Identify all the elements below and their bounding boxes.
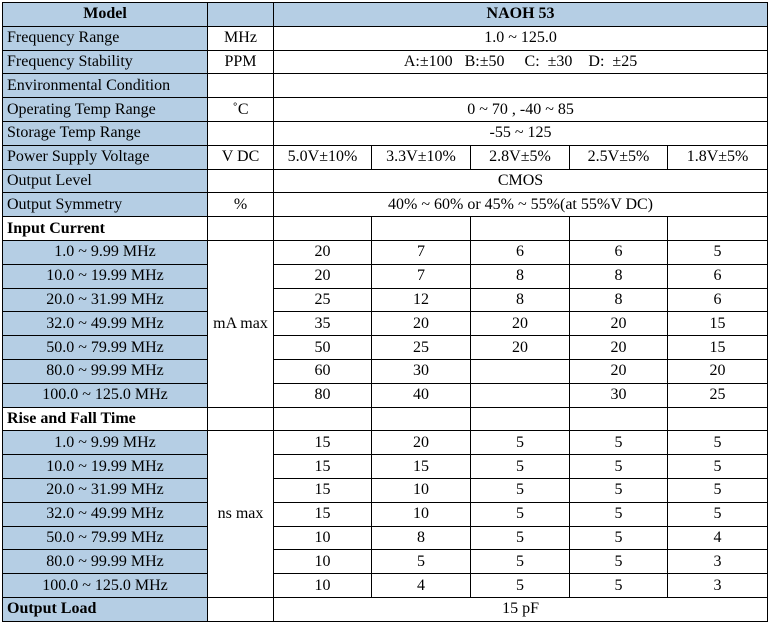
output-symmetry-unit: % — [208, 193, 274, 217]
value-cell: 8 — [570, 288, 668, 312]
value-cell: 5 — [471, 431, 570, 455]
storage-temp-unit-cell — [208, 121, 274, 145]
output-level-value: CMOS — [274, 169, 768, 193]
empty-cell — [274, 217, 372, 241]
frequency-band-label: 1.0 ~ 9.99 MHz — [3, 240, 208, 264]
output-load-row — [3, 597, 768, 621]
output-load-value: 15 pF — [274, 597, 768, 621]
output-symmetry-row — [3, 193, 768, 217]
value-cell: 15 — [274, 431, 372, 455]
table-row — [3, 383, 768, 407]
value-cell: 20 — [570, 312, 668, 336]
frequency-band-label: 50.0 ~ 79.99 MHz — [3, 526, 208, 550]
voltage-cell: 2.5V±5% — [570, 145, 668, 169]
frequency-band-label: 10.0 ~ 19.99 MHz — [3, 455, 208, 479]
value-cell: 5 — [570, 550, 668, 574]
value-cell: 3 — [668, 550, 768, 574]
value-cell: 15 — [372, 455, 471, 479]
value-cell: 20 — [570, 359, 668, 383]
value-cell: 20 — [471, 336, 570, 360]
operating-temp-value: 0 ~ 70 , -40 ~ 85 — [274, 98, 768, 122]
value-cell: 60 — [274, 359, 372, 383]
rise-fall-section-title: Rise and Fall Time — [3, 407, 208, 431]
storage-temp-row — [3, 121, 768, 145]
storage-temp-value: -55 ~ 125 — [274, 121, 768, 145]
voltage-cell: 1.8V±5% — [668, 145, 768, 169]
rise-fall-section-row — [3, 407, 768, 431]
value-cell: 80 — [274, 383, 372, 407]
value-cell: 10 — [372, 478, 471, 502]
power-supply-unit: V DC — [208, 145, 274, 169]
value-cell: 15 — [668, 312, 768, 336]
frequency-band-label: 1.0 ~ 9.99 MHz — [3, 431, 208, 455]
frequency-stability-value: A:±100 B:±50 C: ±30 D: ±25 — [274, 50, 768, 74]
output-symmetry-label: Output Symmetry — [3, 193, 208, 217]
frequency-band-label: 50.0 ~ 79.99 MHz — [3, 336, 208, 360]
value-cell: 10 — [274, 550, 372, 574]
value-cell: 5 — [372, 550, 471, 574]
power-supply-row — [3, 145, 768, 169]
output-load-unit-cell — [208, 597, 274, 621]
value-cell: 50 — [274, 336, 372, 360]
value-cell: 8 — [471, 288, 570, 312]
output-symmetry-value: 40% ~ 60% or 45% ~ 55%(at 55%V DC) — [274, 193, 768, 217]
value-cell: 25 — [668, 383, 768, 407]
output-level-unit-cell — [208, 169, 274, 193]
frequency-band-label: 32.0 ~ 49.99 MHz — [3, 502, 208, 526]
value-cell: 5 — [668, 240, 768, 264]
output-level-label: Output Level — [3, 169, 208, 193]
value-cell — [471, 359, 570, 383]
value-cell: 15 — [274, 502, 372, 526]
table-row — [3, 574, 768, 598]
model-label: Model — [3, 3, 208, 27]
frequency-band-label: 100.0 ~ 125.0 MHz — [3, 383, 208, 407]
frequency-range-unit: MHz — [208, 26, 274, 50]
table-row — [3, 455, 768, 479]
value-cell: 6 — [570, 240, 668, 264]
value-cell: 5 — [471, 455, 570, 479]
empty-cell — [274, 407, 372, 431]
value-cell: 35 — [274, 312, 372, 336]
empty-cell — [372, 407, 471, 431]
value-cell: 4 — [668, 526, 768, 550]
empty-cell — [668, 407, 768, 431]
frequency-band-label: 80.0 ~ 99.99 MHz — [3, 359, 208, 383]
frequency-stability-label: Frequency Stability — [3, 50, 208, 74]
value-cell: 4 — [372, 574, 471, 598]
frequency-range-label: Frequency Range — [3, 26, 208, 50]
value-cell: 5 — [570, 502, 668, 526]
value-cell: 7 — [372, 264, 471, 288]
value-cell: 7 — [372, 240, 471, 264]
frequency-stability-row — [3, 50, 768, 74]
value-cell: 25 — [372, 336, 471, 360]
frequency-range-row — [3, 26, 768, 50]
value-cell: 20 — [570, 336, 668, 360]
value-cell: 6 — [668, 264, 768, 288]
value-cell: 10 — [372, 502, 471, 526]
value-cell: 5 — [570, 574, 668, 598]
value-cell: 25 — [274, 288, 372, 312]
model-unit-cell — [208, 3, 274, 27]
frequency-band-label: 20.0 ~ 31.99 MHz — [3, 478, 208, 502]
value-cell: 12 — [372, 288, 471, 312]
frequency-range-value: 1.0 ~ 125.0 — [274, 26, 768, 50]
value-cell: 20 — [274, 264, 372, 288]
environmental-label: Environmental Condition — [3, 74, 208, 98]
rise-fall-unit: ns max — [208, 431, 274, 598]
operating-temp-label: Operating Temp Range — [3, 98, 208, 122]
value-cell: 5 — [570, 431, 668, 455]
table-row — [3, 336, 768, 360]
value-cell: 20 — [274, 240, 372, 264]
voltage-cell: 2.8V±5% — [471, 145, 570, 169]
value-cell: 5 — [471, 502, 570, 526]
table-row — [3, 359, 768, 383]
value-cell: 5 — [471, 526, 570, 550]
value-cell: 8 — [471, 264, 570, 288]
value-cell — [471, 383, 570, 407]
value-cell: 5 — [668, 478, 768, 502]
table-row — [3, 431, 768, 455]
model-row — [3, 3, 768, 27]
frequency-band-label: 20.0 ~ 31.99 MHz — [3, 288, 208, 312]
value-cell: 5 — [471, 574, 570, 598]
input-current-section-row — [3, 217, 768, 241]
value-cell: 40 — [372, 383, 471, 407]
value-cell: 3 — [668, 574, 768, 598]
environmental-row — [3, 74, 768, 98]
table-row — [3, 550, 768, 574]
model-value: NAOH 53 — [274, 3, 768, 27]
value-cell: 30 — [372, 359, 471, 383]
input-current-unit: mA max — [208, 240, 274, 407]
empty-cell — [372, 217, 471, 241]
frequency-stability-unit: PPM — [208, 50, 274, 74]
voltage-cell: 5.0V±10% — [274, 145, 372, 169]
table-row — [3, 502, 768, 526]
value-cell: 6 — [668, 288, 768, 312]
output-load-label: Output Load — [3, 597, 208, 621]
power-supply-label: Power Supply Voltage — [3, 145, 208, 169]
empty-cell — [668, 217, 768, 241]
value-cell: 10 — [274, 574, 372, 598]
value-cell: 5 — [570, 526, 668, 550]
value-cell: 15 — [668, 336, 768, 360]
empty-cell — [570, 407, 668, 431]
operating-temp-unit: ˚C — [208, 98, 274, 122]
empty-cell — [471, 217, 570, 241]
value-cell: 5 — [471, 478, 570, 502]
value-cell: 15 — [274, 478, 372, 502]
table-row — [3, 240, 768, 264]
value-cell: 20 — [372, 312, 471, 336]
output-level-row — [3, 169, 768, 193]
value-cell: 5 — [471, 550, 570, 574]
value-cell: 8 — [372, 526, 471, 550]
value-cell: 30 — [570, 383, 668, 407]
value-cell: 5 — [570, 478, 668, 502]
value-cell: 20 — [471, 312, 570, 336]
value-cell: 6 — [471, 240, 570, 264]
empty-cell — [208, 217, 274, 241]
table-row — [3, 264, 768, 288]
spec-table — [2, 2, 768, 622]
frequency-band-label: 100.0 ~ 125.0 MHz — [3, 574, 208, 598]
voltage-cell: 3.3V±10% — [372, 145, 471, 169]
empty-cell — [208, 407, 274, 431]
operating-temp-row — [3, 98, 768, 122]
input-current-section-title: Input Current — [3, 217, 208, 241]
frequency-band-label: 10.0 ~ 19.99 MHz — [3, 264, 208, 288]
storage-temp-label: Storage Temp Range — [3, 121, 208, 145]
value-cell: 5 — [668, 502, 768, 526]
value-cell: 5 — [668, 431, 768, 455]
environmental-value-cell — [274, 74, 768, 98]
table-row — [3, 478, 768, 502]
table-row — [3, 312, 768, 336]
value-cell: 20 — [372, 431, 471, 455]
value-cell: 20 — [668, 359, 768, 383]
frequency-band-label: 80.0 ~ 99.99 MHz — [3, 550, 208, 574]
value-cell: 15 — [274, 455, 372, 479]
table-row — [3, 526, 768, 550]
table-row — [3, 288, 768, 312]
empty-cell — [471, 407, 570, 431]
empty-cell — [570, 217, 668, 241]
value-cell: 5 — [570, 455, 668, 479]
value-cell: 10 — [274, 526, 372, 550]
frequency-band-label: 32.0 ~ 49.99 MHz — [3, 312, 208, 336]
environmental-unit-cell — [208, 74, 274, 98]
value-cell: 8 — [570, 264, 668, 288]
value-cell: 5 — [668, 455, 768, 479]
